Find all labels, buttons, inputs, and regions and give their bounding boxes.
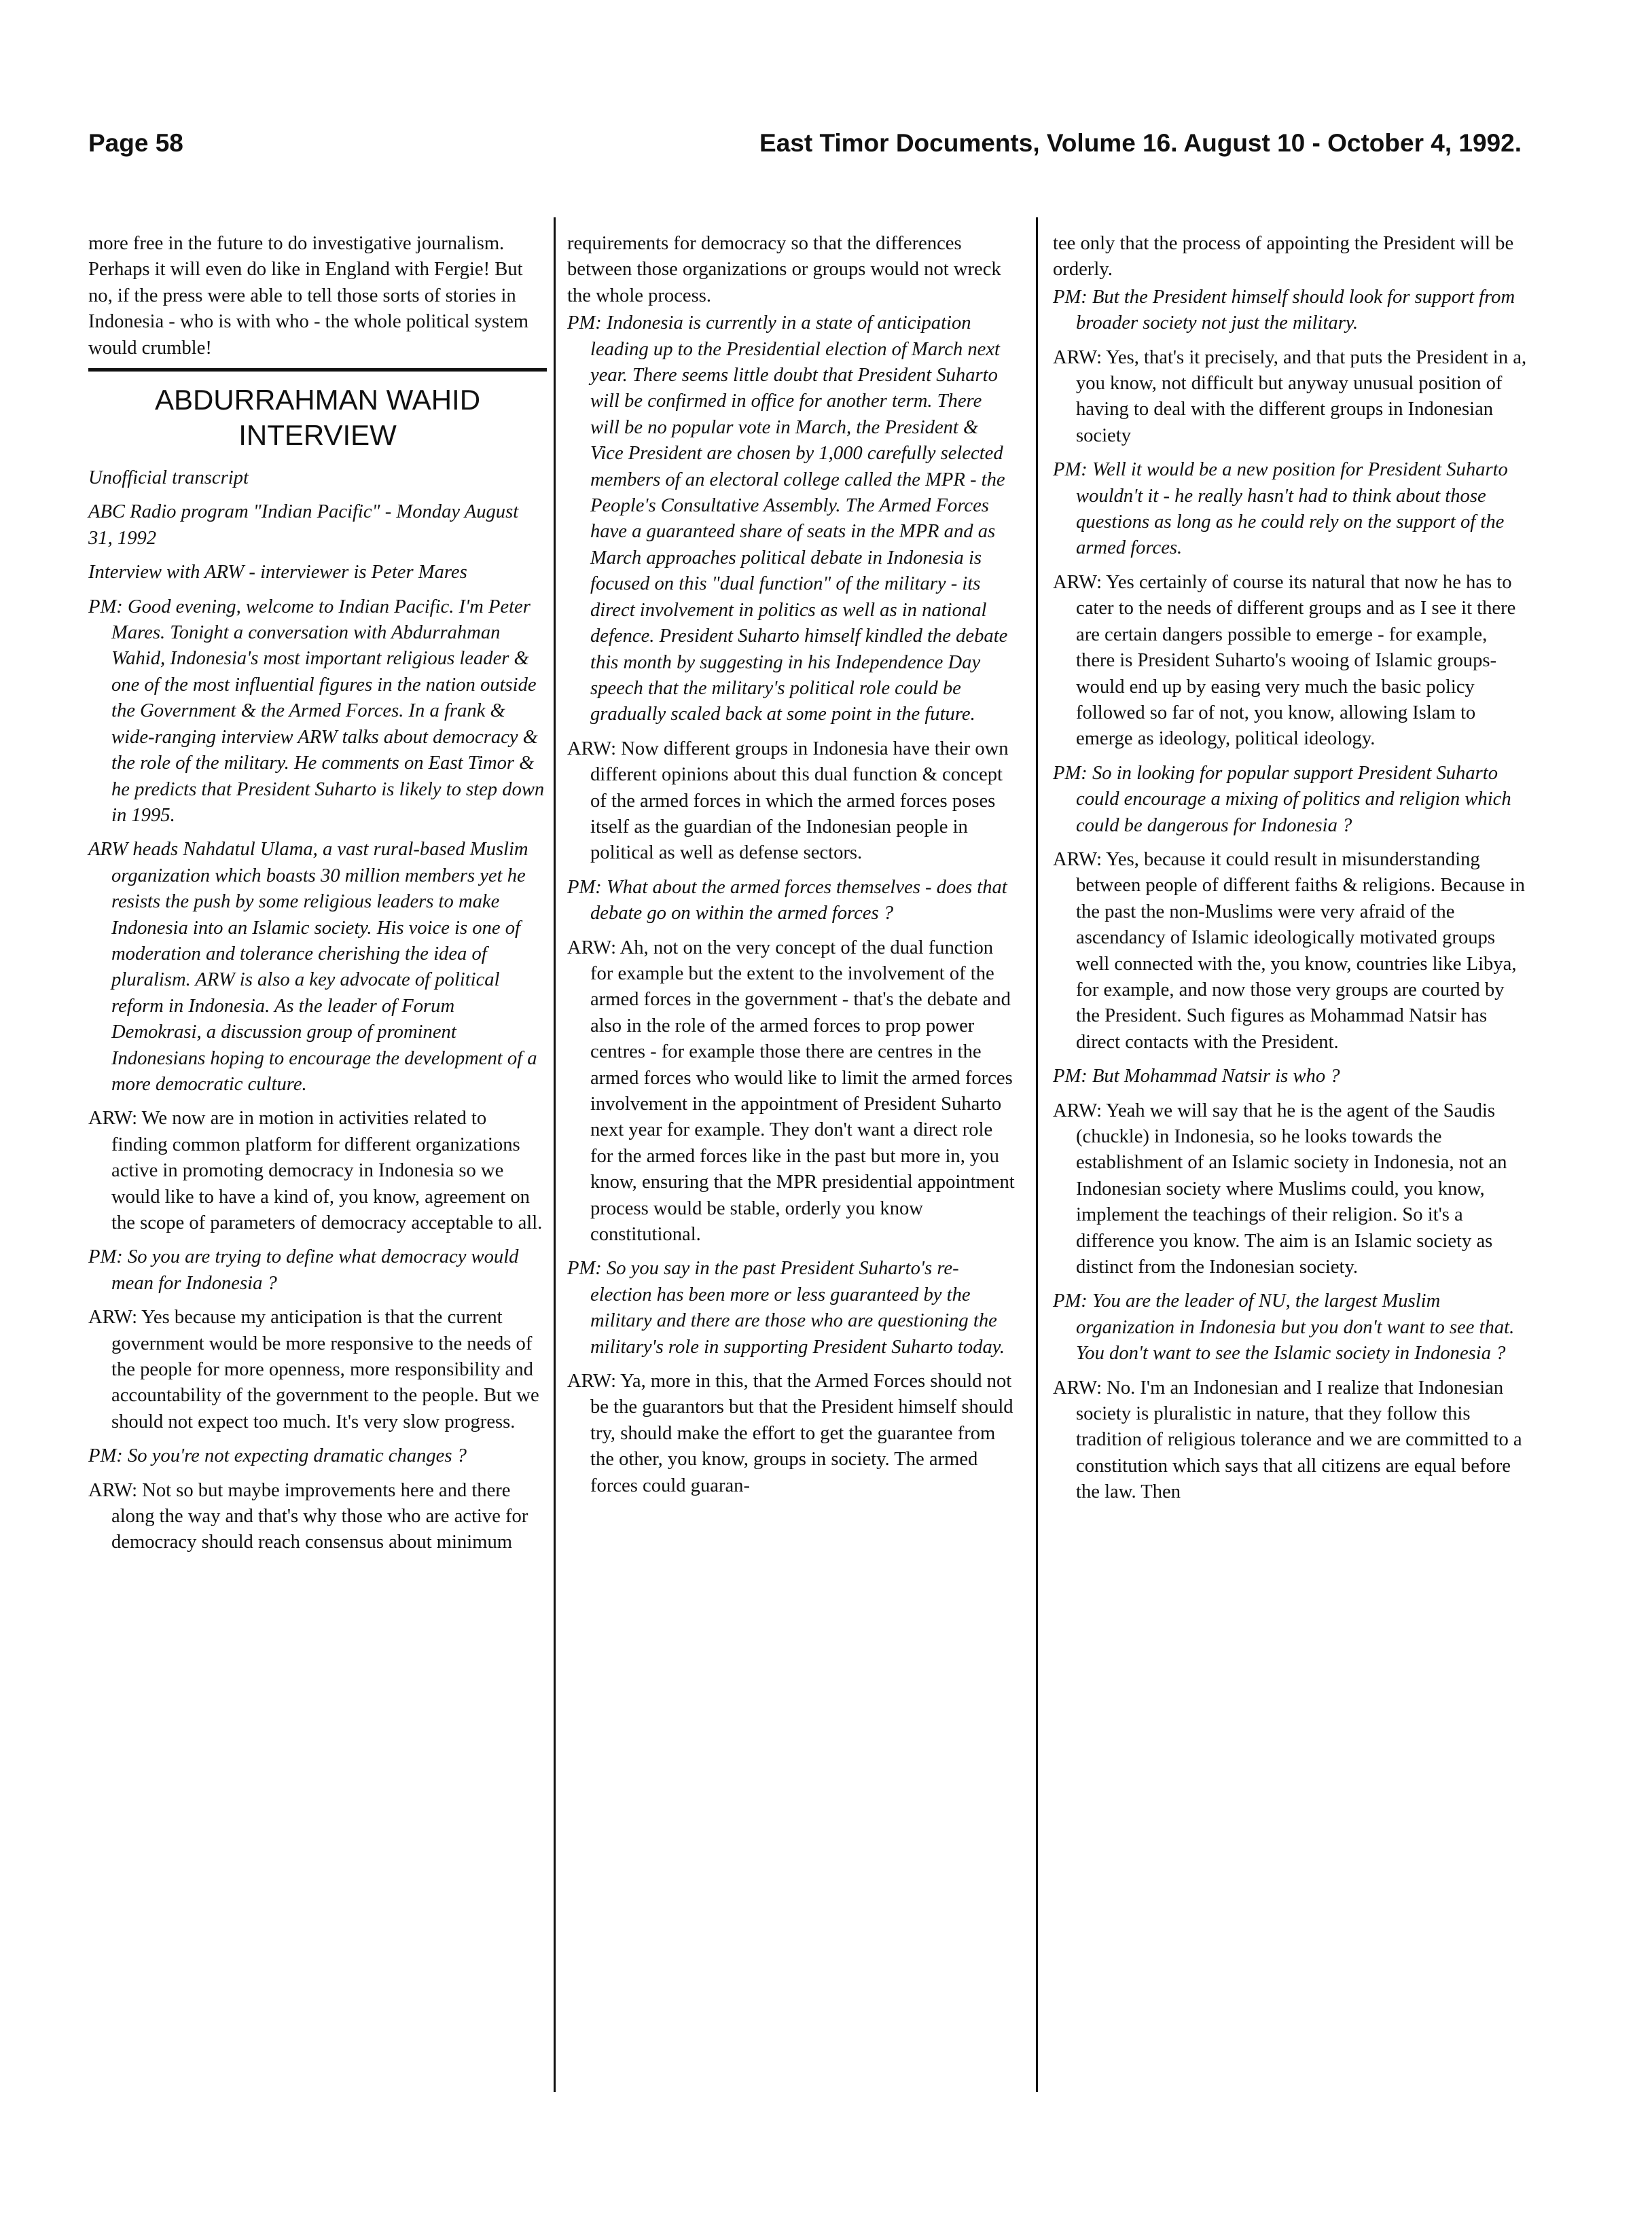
turn-text: So you're not expecting dramatic changes ? <box>127 1445 467 1467</box>
interview-turn <box>1053 1375 1528 1506</box>
interview-turn <box>1053 761 1528 839</box>
interview-turn <box>88 1305 547 1435</box>
speaker-label: ARW: <box>1053 571 1102 593</box>
turn-text: Well it would be a new position for President Suharto wouldn't it - he really hasn't had to think about those questions as long as he could rely on the support of the armed forces. <box>1076 459 1508 559</box>
turn-text: So you say in the past President Suharto's re-election has been more or less guaranteed by the military and there are those who are questioning the military's role in supporting President Suharto today. <box>590 1258 1005 1358</box>
turn-text: But the President himself should look for support from broader society not just the military. <box>1076 286 1515 334</box>
interview-turn <box>88 837 547 1098</box>
speaker-label: PM: <box>88 1445 123 1467</box>
speaker-label: ARW: <box>567 1371 617 1392</box>
turn-text: Yes certainly of course its natural that now he has to cater to the needs of different groups and as I see it there are certain dangers possible to emerge - for example, there is President Suharto's wooing of Islamic groups- would end up by easing very much the basic policy followed so far of not, you know, allowing Islam to emerge as ideology, political ideology. <box>1076 571 1516 750</box>
column-divider <box>1036 217 1038 2092</box>
speaker-label: PM: <box>567 1258 602 1280</box>
interview-turn <box>1053 570 1528 753</box>
turn-text: No. I'm an Indonesian and I realize that Indonesian society is pluralistic in nature, that they follow this tradition of religious tolerance and we are committed to a constitution which says that all citizens are equal before the law. Then <box>1076 1377 1522 1503</box>
interview-turn <box>567 935 1016 1248</box>
interview-info: Interview with ARW - interviewer is Peter Mares <box>88 562 467 583</box>
interview-turn <box>567 736 1016 867</box>
turn-text: Yes because my anticipation is that the current government would be more responsive to the needs of the people for more openness, more responsibility and accountability of the government to the people. But we should not expect too much. It's very slow progress. <box>111 1307 539 1432</box>
column-3 <box>1053 231 1528 1514</box>
speaker-label: PM: <box>567 312 602 334</box>
speaker-label: PM: <box>1053 1066 1088 1087</box>
interview-turn <box>88 594 547 829</box>
speaker-label: ARW: <box>88 1108 138 1130</box>
speaker-label: ARW: <box>88 1479 138 1501</box>
page-header <box>88 129 1522 170</box>
speaker-label: PM: <box>88 1246 123 1268</box>
interview-turn <box>1053 1288 1528 1367</box>
article-title: ABDURRAHMAN WAHID INTERVIEW <box>154 384 481 452</box>
page-number: Page 58 <box>88 129 183 157</box>
continued-text: more free in the future to do investigative journalism. Perhaps it will even do like in England with Fergie! But no, if the press were able to tell those sorts of stories in Indonesia - who is with who - the whole political system would crumble! <box>88 233 529 359</box>
speaker-label: PM: <box>1053 762 1088 784</box>
speaker-label: PM: <box>1053 286 1088 308</box>
speaker-label: ARW: <box>1053 346 1102 368</box>
turn-text: Indonesia is currently in a state of anticipation leading up to the Presidential election of March next year. There seems little doubt that President Suharto will be confirmed in office for another term. There will be no popular vote in March, the President & Vice President are chosen by 1,000 carefully selected members of an electoral college called the MPR - the People's Consultative Assembly. The Armed Forces have a guaranteed share of seats in the MPR and as March approaches political debate in Indonesia is focused on this "dual function" of the military - its direct involvement in politics as well as in national defence. President Suharto himself kindled the debate this month by suggesting in his Independence Day speech that the military's political role could be gradually scaled back at some point in the future. <box>590 312 1008 725</box>
turn-text: Ah, not on the very concept of the dual function for example but the extent to the involvement of the armed forces in the government - that's the debate and also in the role of the armed forces to prop power centres - for example those there are centres in the armed forces who would like to limit the armed forces involvement in the appointment of President Suharto next year for example. They don't want a direct role for the armed forces like in the past but more in, you know, ensuring that the MPR presidential appointment process would be stable, orderly you know constitutional. <box>590 937 1015 1246</box>
column-1 <box>88 231 547 1564</box>
speaker-label: ARW: <box>567 937 617 958</box>
turn-text: But Mohammad Natsir is who ? <box>1092 1066 1340 1087</box>
publication-title: East Timor Documents, Volume 16. August 10 - October 4, 1992. <box>759 129 1522 157</box>
turn-text: Yes, because it could result in misunderstanding between people of different faiths & religions. Because in the past the non-Muslims were very afraid of the ascendancy of Islamic ideologically motivated groups well connected with the, you know, countries like Libya, for example, and now those very groups are courted by the President. Such figures as Mohammad Natsir has direct contacts with the President. <box>1076 848 1525 1053</box>
speaker-label: PM: <box>1053 1290 1088 1312</box>
interview-turn <box>88 1244 547 1297</box>
turn-text: We now are in motion in activities related to finding common platform for different organizations active in promoting democracy in Indonesia so we would like to have a kind of, you know, agreement on the scope of parameters of democracy acceptable to all. <box>111 1108 543 1233</box>
speaker-label: ARW: <box>567 738 617 759</box>
column-divider <box>554 217 556 2092</box>
turn-text: Not so but maybe improvements here and there along the way and that's why those who are active for democracy should reach consensus about minimum <box>111 1479 528 1553</box>
turn-text: ARW heads Nahdatul Ulama, a vast rural-based Muslim organization which boasts 30 million members yet he resists the push by some religious leaders to make Indonesia into an Islamic society. His voice is one of moderation and tolerance cherishing the idea of pluralism. ARW is also a key advocate of political reform in Indonesia. As the leader of Forum Demokrasi, a discussion group of prominent Indonesians hoping to encourage the development of a more democratic culture. <box>88 839 537 1095</box>
turn-text: Yes, that's it precisely, and that puts the President in a, you know, not difficult but anyway unusual position of having to deal with the different groups in Indonesian society <box>1076 346 1527 446</box>
interview-turn <box>567 1369 1016 1499</box>
turn-text: Yeah we will say that he is the agent of the Saudis (chuckle) in Indonesia, so he looks towards the establishment of an Islamic society in Indonesia, not an Indonesian society where Muslims could, you know, implement the teachings of their religion. So it's a difference you know. The aim is an Islamic society as distinct from the Indonesian society. <box>1076 1100 1507 1278</box>
column-2 <box>567 231 1016 1507</box>
interview-turn <box>88 1106 547 1236</box>
interview-turn <box>1053 345 1528 450</box>
turn-text: Good evening, welcome to Indian Pacific. I'm Peter Mares. Tonight a conversation with Abdurrahman Wahid, Indonesia's most important religious leader & one of the most influential figures in the nation outside the Government & the Armed Forces. In a frank & wide-ranging interview ARW talks about democracy & the role of the military. He comments on East Timor & he predicts that President Suharto is likely to step down in 1995. <box>111 596 545 826</box>
speaker-label: PM: <box>88 596 123 617</box>
interview-turn <box>567 310 1016 728</box>
speaker-label: PM: <box>567 876 602 898</box>
turn-text: So you are trying to define what democracy would mean for Indonesia ? <box>111 1246 519 1294</box>
interview-turn <box>1053 1098 1528 1281</box>
turn-text: Now different groups in Indonesia have their own different opinions about this dual function & concept of the armed forces in which the armed forces poses itself as the guardian of the Indonesian people in political as well as defense sectors. <box>590 738 1009 864</box>
turn-text: So in looking for popular support President Suharto could encourage a mixing of politics and religion which could be dangerous for Indonesia ? <box>1076 762 1511 836</box>
interview-turn <box>88 1443 547 1469</box>
speaker-label: ARW: <box>1053 1377 1102 1398</box>
interview-turn <box>1053 457 1528 562</box>
interview-turn <box>567 875 1016 927</box>
interview-turn <box>567 1256 1016 1360</box>
interview-turn <box>1053 847 1528 1055</box>
speaker-label: ARW: <box>1053 848 1102 870</box>
interview-turn <box>1053 285 1528 337</box>
turn-text: You are the leader of NU, the largest Muslim organization in Indonesia but you don't want to see that. You don't want to see the Islamic society in Indonesia ? <box>1076 1290 1515 1365</box>
program-info: ABC Radio program "Indian Pacific" - Monday August 31, 1992 <box>88 501 519 549</box>
interview-turn <box>1053 1064 1528 1089</box>
continued-text: tee only that the process of appointing the President will be orderly. <box>1053 233 1514 281</box>
transcript-note: Unofficial transcript <box>88 467 249 489</box>
turn-text: Ya, more in this, that the Armed Forces should not be the guarantors but that the President himself should try, should make the effort to get the guarantee from the other, you know, groups in society. The armed forces could guaran- <box>590 1371 1013 1496</box>
continued-text: requirements for democracy so that the differences between those organizations or groups would not wreck the whole process. <box>567 233 1001 306</box>
speaker-label: PM: <box>1053 459 1088 481</box>
speaker-label: ARW: <box>88 1307 138 1329</box>
turn-text: What about the armed forces themselves - does that debate go on within the armed forces ? <box>590 876 1007 924</box>
interview-turn <box>88 1478 547 1556</box>
section-divider <box>88 368 547 372</box>
speaker-label: ARW: <box>1053 1100 1102 1121</box>
